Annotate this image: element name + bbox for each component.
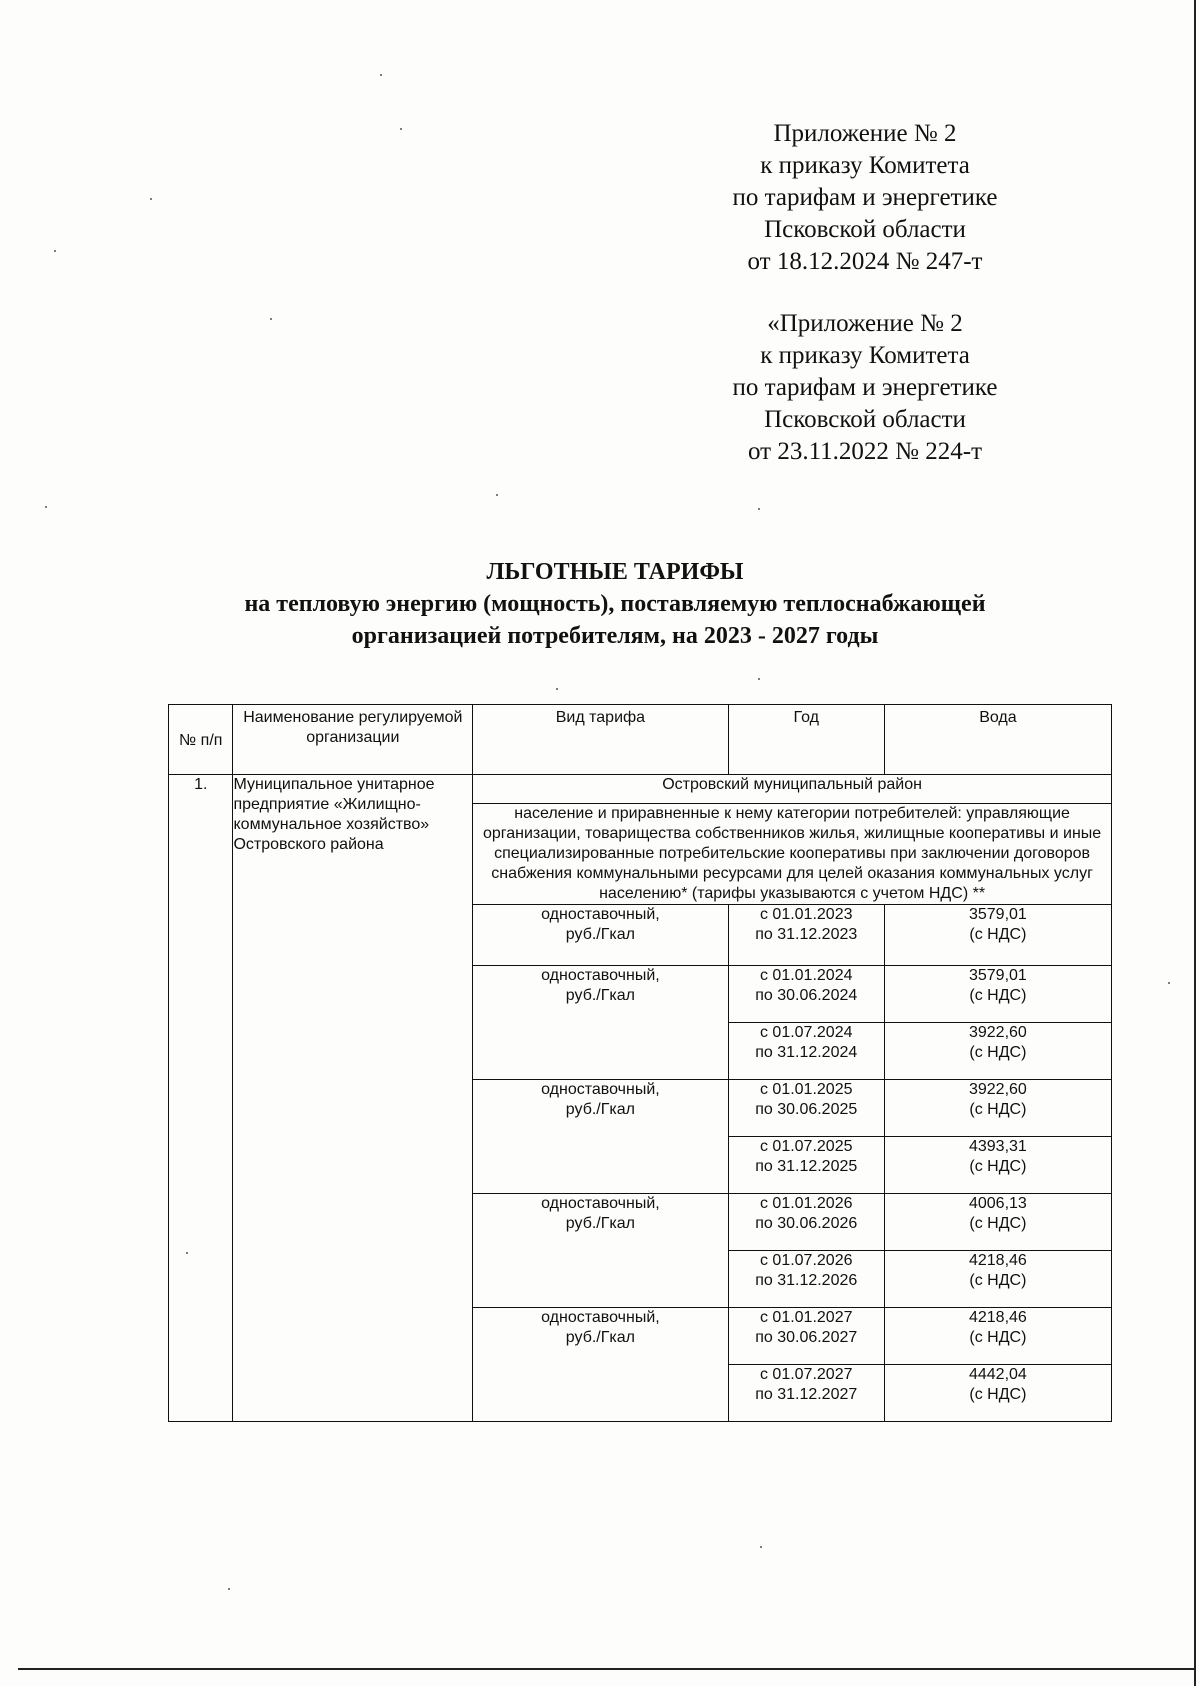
tariff-value: 3922,60 — [968, 1081, 1027, 1098]
tariff-type-cell — [473, 966, 729, 1080]
tariff-value: 4218,46 — [968, 1309, 1027, 1326]
header-organization: Наименование регулируемой организации — [233, 705, 473, 775]
header-num: № п/п — [169, 705, 233, 775]
annex-line: Псковской области — [764, 406, 966, 433]
tariff-table — [168, 704, 1112, 1422]
period-from: с 01.07.2025 — [759, 1138, 853, 1155]
scan-speck — [496, 494, 498, 496]
period-cell — [728, 1308, 884, 1365]
scan-speck — [400, 128, 402, 130]
water-value-cell — [884, 1194, 1111, 1251]
vat-note: (с НДС) — [969, 1158, 1027, 1175]
tariff-value: 4006,13 — [968, 1195, 1027, 1212]
water-value-cell — [884, 905, 1111, 966]
tariff-type-line: одноставочный, — [541, 906, 660, 923]
period-cell — [728, 1251, 884, 1308]
scan-speck — [758, 678, 760, 680]
tariff-value: 4442,04 — [968, 1366, 1027, 1383]
period-cell — [728, 966, 884, 1023]
tariff-type-cell — [473, 1194, 729, 1308]
annex-header-current — [700, 118, 1030, 278]
title-line: организацией потребителям, на 2023 - 2027 годы — [351, 623, 879, 649]
period-from: с 01.01.2024 — [759, 967, 853, 984]
period-cell — [728, 1080, 884, 1137]
period-cell — [728, 1194, 884, 1251]
tariff-unit: руб./Гкал — [565, 1215, 635, 1232]
document-title — [150, 556, 1080, 652]
water-value-cell — [884, 1137, 1111, 1194]
water-value-cell — [884, 1365, 1111, 1422]
table-row — [169, 775, 1112, 804]
water-value-cell — [884, 966, 1111, 1023]
district-name: Островский муниципальный район — [473, 775, 1112, 804]
tariff-value: 3922,60 — [968, 1024, 1027, 1041]
scan-speck — [1168, 982, 1170, 984]
tariff-unit: руб./Гкал — [565, 1101, 635, 1118]
scan-speck — [758, 508, 760, 510]
tariff-type-cell — [473, 1308, 729, 1422]
period-to: по 30.06.2024 — [755, 987, 858, 1004]
annex-header-original — [700, 308, 1030, 468]
tariff-unit: руб./Гкал — [565, 987, 635, 1004]
tariff-type-cell — [473, 905, 729, 966]
period-from: с 01.07.2026 — [759, 1252, 853, 1269]
vat-note: (с НДС) — [969, 1215, 1027, 1232]
period-to: по 30.06.2027 — [755, 1329, 858, 1346]
annex-line: от 23.11.2022 № 224-т — [747, 438, 983, 465]
water-value-cell — [884, 1251, 1111, 1308]
header-water: Вода — [884, 705, 1111, 775]
tariff-type-cell — [473, 1080, 729, 1194]
vat-note: (с НДС) — [969, 926, 1027, 943]
vat-note: (с НДС) — [969, 987, 1027, 1004]
period-from: с 01.01.2025 — [759, 1081, 853, 1098]
tariff-value: 4393,31 — [968, 1138, 1027, 1155]
water-value-cell — [884, 1308, 1111, 1365]
period-to: по 31.12.2025 — [755, 1158, 858, 1175]
title-line: на тепловую энергию (мощность), поставляемую теплоснабжающей — [244, 591, 986, 617]
period-from: с 01.01.2026 — [759, 1195, 853, 1212]
vat-note: (с НДС) — [969, 1272, 1027, 1289]
annex-line: от 18.12.2024 № 247-т — [747, 248, 983, 275]
tariff-value: 4218,46 — [968, 1252, 1027, 1269]
period-to: по 31.12.2023 — [755, 926, 858, 943]
header-year: Год — [728, 705, 884, 775]
annex-line: Приложение № 2 — [773, 120, 957, 147]
scan-border-bottom — [18, 1668, 1196, 1670]
period-from: с 01.07.2027 — [759, 1366, 853, 1383]
period-to: по 30.06.2026 — [755, 1215, 858, 1232]
table-header-row — [169, 705, 1112, 775]
tariff-type-line: одноставочный, — [541, 1195, 660, 1212]
period-from: с 01.01.2023 — [759, 906, 853, 923]
period-to: по 31.12.2026 — [755, 1272, 858, 1289]
row-number: 1. — [169, 775, 233, 1422]
organization-name: Муниципальное унитарное предприятие «Жилищно-коммунальное хозяйство» Островского района — [233, 775, 473, 1422]
water-value-cell — [884, 1023, 1111, 1080]
period-cell — [728, 1365, 884, 1422]
period-to: по 31.12.2024 — [755, 1044, 858, 1061]
vat-note: (с НДС) — [969, 1386, 1027, 1403]
tariff-unit: руб./Гкал — [565, 926, 635, 943]
scan-border-right — [1194, 0, 1196, 1686]
period-cell — [728, 1023, 884, 1080]
annex-line: к приказу Комитета — [760, 152, 970, 179]
tariff-type-line: одноставочный, — [541, 1081, 660, 1098]
scan-speck — [270, 318, 272, 320]
period-cell — [728, 905, 884, 966]
scan-speck — [556, 688, 558, 690]
period-to: по 30.06.2025 — [755, 1101, 858, 1118]
period-to: по 31.12.2027 — [755, 1386, 858, 1403]
tariff-unit: руб./Гкал — [565, 1329, 635, 1346]
water-value-cell — [884, 1080, 1111, 1137]
vat-note: (с НДС) — [969, 1044, 1027, 1061]
scan-speck — [45, 506, 47, 508]
tariff-type-line: одноставочный, — [541, 1309, 660, 1326]
header-tariff-type: Вид тарифа — [473, 705, 729, 775]
annex-line: «Приложение № 2 — [767, 310, 963, 337]
annex-line: Псковской области — [764, 216, 966, 243]
annex-line: по тарифам и энергетике — [732, 184, 998, 211]
annex-line: к приказу Комитета — [760, 342, 970, 369]
annex-line: по тарифам и энергетике — [732, 374, 998, 401]
vat-note: (с НДС) — [969, 1101, 1027, 1118]
tariff-value: 3579,01 — [968, 906, 1027, 923]
consumer-category: население и приравненные к нему категории потребителей: управляющие организации, товарищества собственников жилья, жилищные кооперативы и иные специализированные потребительские кооперативы при заключении договоров снабжения коммунальными ресурсами для целей оказания коммунальных услуг населению* (тарифы указываются с учетом НДС) ** — [473, 804, 1112, 905]
scan-speck — [54, 250, 56, 252]
period-cell — [728, 1137, 884, 1194]
vat-note: (с НДС) — [969, 1329, 1027, 1346]
scan-speck — [760, 1546, 762, 1548]
period-from: с 01.01.2027 — [759, 1309, 853, 1326]
tariff-value: 3579,01 — [968, 967, 1027, 984]
tariff-type-line: одноставочный, — [541, 967, 660, 984]
period-from: с 01.07.2024 — [759, 1024, 853, 1041]
scan-speck — [150, 198, 152, 200]
title-line: ЛЬГОТНЫЕ ТАРИФЫ — [486, 559, 744, 585]
scan-speck — [228, 1588, 230, 1590]
scan-speck — [380, 74, 382, 76]
